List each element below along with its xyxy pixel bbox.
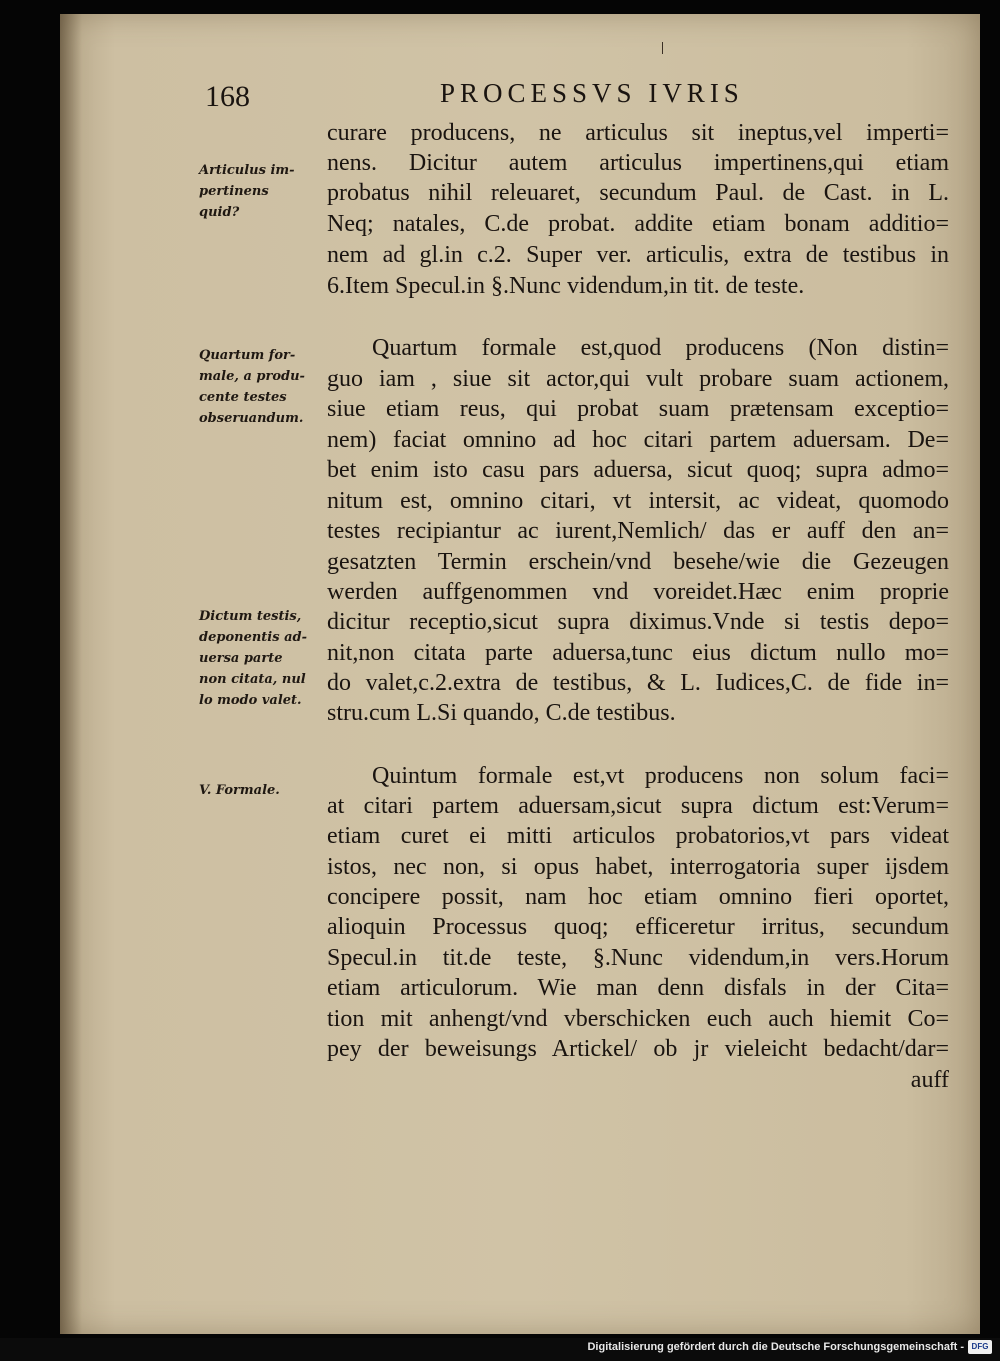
- text-line: testes recipiantur ac iurent,Nemlich/ das er auff den an=: [327, 518, 949, 544]
- text-line: nem) faciat omnino ad hoc citari partem aduersam. De=: [327, 427, 949, 453]
- text-line: tion mit anhengt/vnd vberschicken euch auch hiemit Co=: [327, 1006, 949, 1032]
- text-line: curare producens, ne articulus sit ineptus,vel imperti=: [327, 120, 949, 146]
- margin-note: [199, 345, 324, 429]
- text-line: concipere possit, nam hoc etiam omnino fieri oportet,: [327, 884, 949, 910]
- margin-note-line: deponentis ad-: [199, 630, 307, 645]
- margin-note-line: V. Formale.: [199, 783, 280, 798]
- text-line: do valet,c.2.extra de testibus, & L. Iudices,C. de fide in=: [327, 670, 949, 696]
- margin-note-line: lo modo valet.: [199, 693, 302, 708]
- margin-note-line: cente testes: [199, 390, 287, 405]
- margin-note: [199, 606, 324, 711]
- text-line: 6.Item Specul.in §.Nunc videndum,in tit. de teste.: [327, 273, 805, 299]
- text-line: alioquin Processus quoq; efficeretur irritus, secundum: [327, 914, 949, 940]
- margin-note-line: quid?: [199, 205, 240, 220]
- text-line: istos, nec non, si opus habet, interrogatoria super ijsdem: [327, 854, 949, 880]
- text-line: Quartum formale est,quod producens (Non distin=: [372, 335, 949, 361]
- running-title: PROCESSVS IVRIS: [440, 78, 744, 108]
- text-line: at citari partem aduersam,sicut supra dictum est:Verum=: [327, 793, 949, 819]
- text-line: probatus nihil releuaret, secundum Paul. de Cast. in L.: [327, 180, 949, 206]
- text-line: bet enim isto casu pars aduersa, sicut quoq; supra admo=: [327, 457, 949, 483]
- text-line: nens. Dicitur autem articulus impertinens,qui etiam: [327, 150, 949, 176]
- margin-note-line: Articulus im-: [199, 163, 295, 178]
- margin-note-line: Dictum testis,: [199, 609, 302, 624]
- margin-note-line: non citata, nul: [199, 672, 306, 687]
- text-line: gesatzten Termin erschein/vnd besehe/wie die Gezeugen: [327, 549, 949, 575]
- text-line: pey der beweisungs Artickel/ ob jr vieleicht bedacht/dar=: [327, 1036, 949, 1062]
- text-line: etiam curet ei mitti articulos probatorios,vt pars videat: [327, 823, 949, 849]
- margin-note: [199, 160, 324, 223]
- text-line: Neq; natales, C.de probat. addite etiam bonam additio=: [327, 211, 949, 237]
- digitization-credit: Digitalisierung gefördert durch die Deutsche Forschungsgemeinschaft -: [587, 1341, 964, 1353]
- gutter-shadow: [60, 14, 82, 1334]
- text-line: stru.cum L.Si quando, C.de testibus.: [327, 700, 676, 726]
- text-line: nem ad gl.in c.2. Super ver. articulis, extra de testibus in: [327, 242, 949, 268]
- dfg-logo: DFG: [968, 1340, 992, 1354]
- text-line: Specul.in tit.de teste, §.Nunc videndum,in vers.Horum: [327, 945, 949, 971]
- text-line: nitum est, omnino citari, vt intersit, ac videat, quomodo: [327, 488, 949, 514]
- text-line: werden auffgenommen vnd voreidet.Hæc enim proprie: [327, 579, 949, 605]
- margin-note-line: Quartum for-: [199, 348, 296, 363]
- page-number: 168: [205, 80, 250, 113]
- margin-note-line: pertinens: [199, 184, 269, 199]
- text-line: guo iam , siue sit actor,qui vult probare suam actionem,: [327, 366, 949, 392]
- text-line: siue etiam reus, qui probat suam prætensam exceptio=: [327, 396, 949, 422]
- margin-note-line: uersa parte: [199, 651, 283, 666]
- margin-note-line: male, a produ-: [199, 369, 305, 384]
- text-line: Quintum formale est,vt producens non solum faci=: [372, 763, 949, 789]
- text-line: nit,non citata parte aduersa,tunc eius dictum nullo mo=: [327, 640, 949, 666]
- margin-note: [199, 780, 324, 801]
- text-line: etiam articulorum. Wie man denn disfals in der Cita=: [327, 975, 949, 1001]
- text-line: dicitur receptio,sicut supra diximus.Vnde si testis depo=: [327, 609, 949, 635]
- catchword: auff: [910, 1067, 949, 1093]
- margin-note-line: obseruandum.: [199, 411, 304, 426]
- printer-mark: [662, 42, 663, 54]
